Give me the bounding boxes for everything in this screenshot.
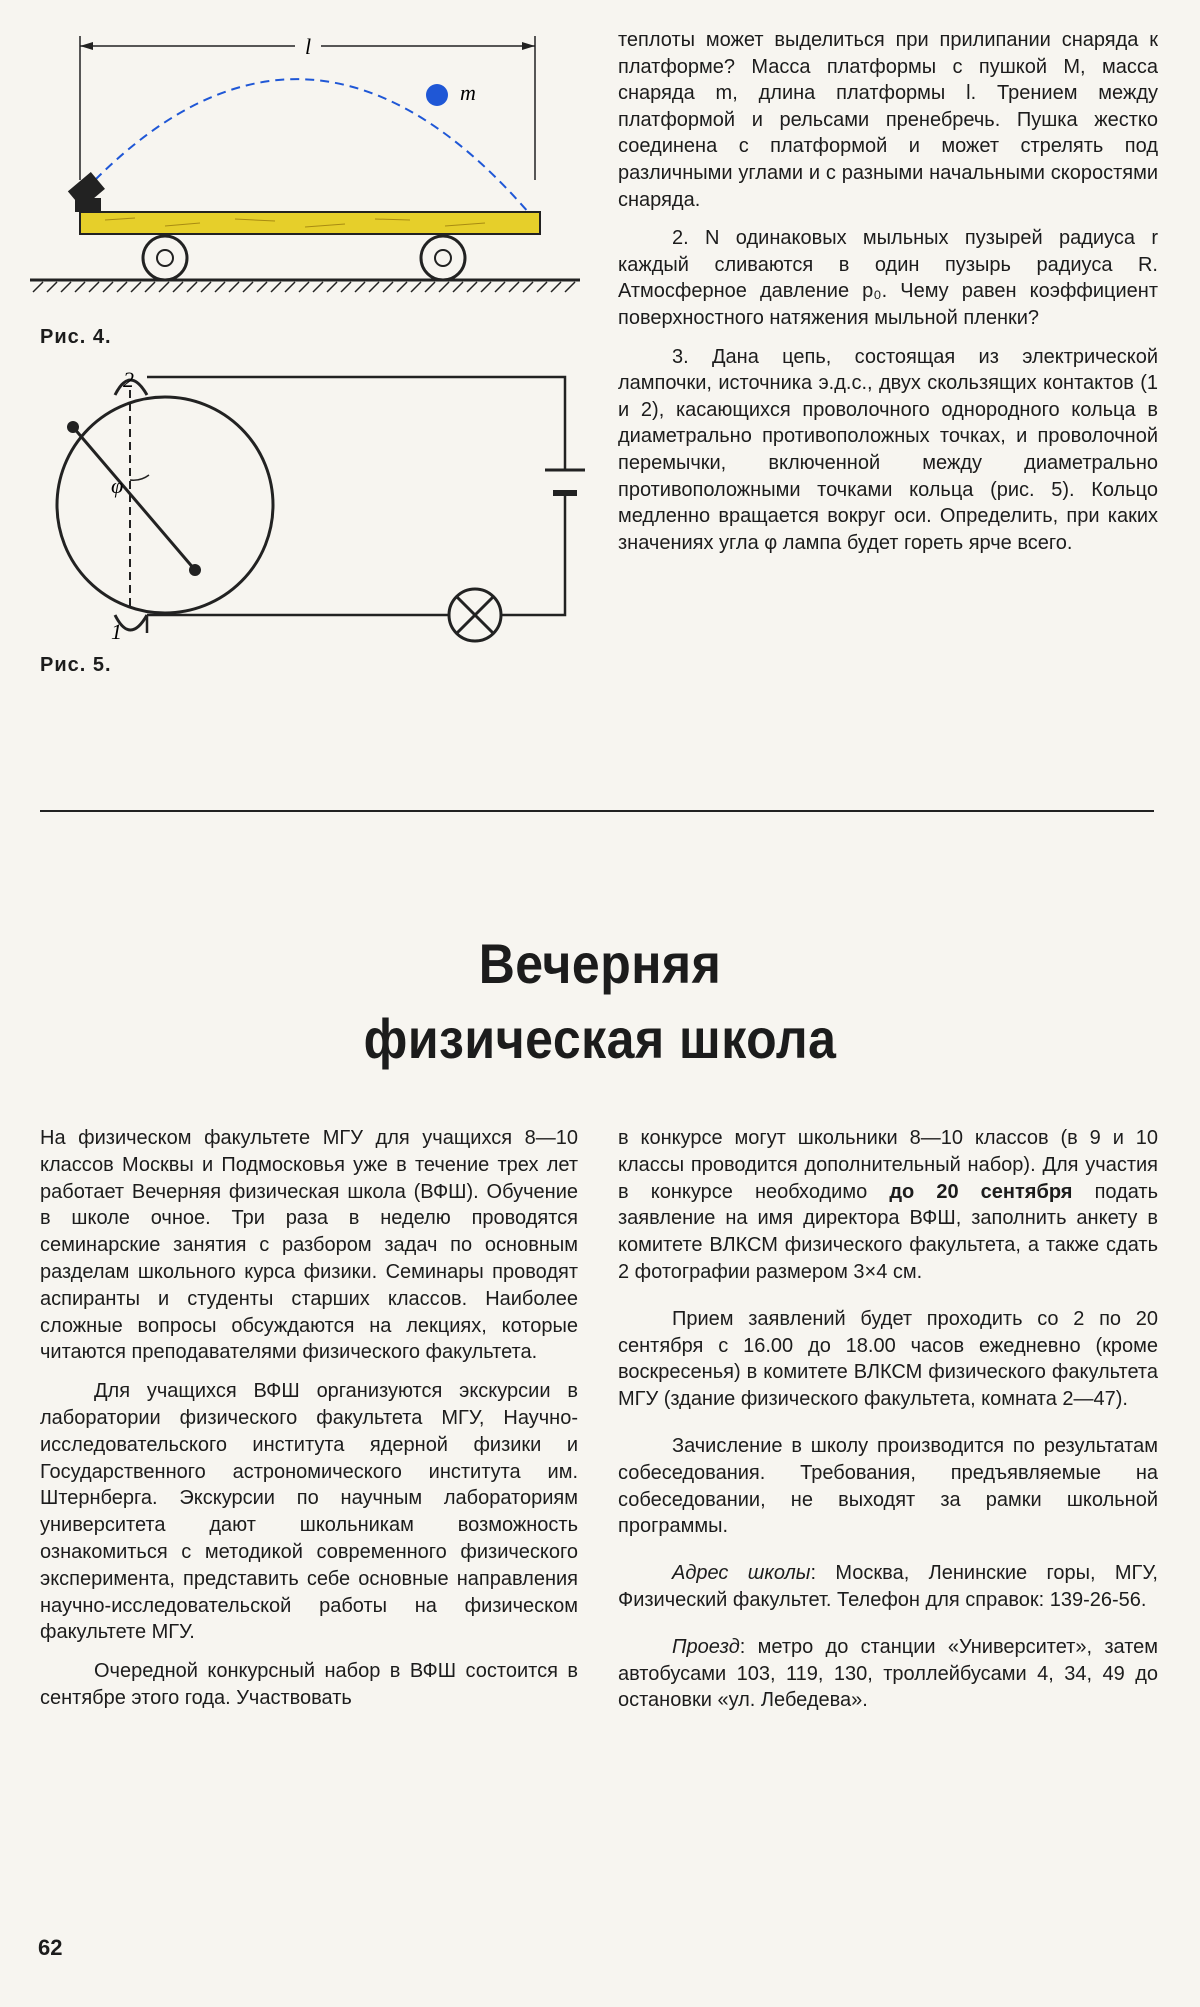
mass-label: m bbox=[460, 80, 476, 105]
article-title-line-2: физическая школа bbox=[363, 1007, 837, 1071]
address-paragraph bbox=[618, 1560, 1158, 1614]
figure-4-caption: Рис. 4. bbox=[40, 326, 112, 348]
figure-4-cannon-platform bbox=[25, 30, 585, 320]
address-label: Адрес школы bbox=[672, 1562, 811, 1585]
wheel-left bbox=[143, 236, 187, 280]
cannon-icon bbox=[68, 172, 105, 212]
article-paragraph-6: Зачисление в школу производится по результатам собеседования. Требования, предъявляемые на собеседовании, не выходят за рамки школьной программы. bbox=[618, 1434, 1158, 1538]
figure-5-ring-circuit bbox=[25, 365, 595, 650]
platform bbox=[80, 212, 540, 234]
length-label: l bbox=[304, 34, 312, 59]
route-label: Проезд bbox=[672, 1635, 740, 1658]
article-left-column bbox=[40, 1125, 578, 1712]
problem-2: 2. N одинаковых мыльных пузырей радиуса r каждый сливаются в один пузырь радиуса R. Атмосферное давление p₀. Чему равен коэффициент поверхностного натяжения мыльной пленки? bbox=[618, 227, 1158, 329]
article-right-column bbox=[618, 1125, 1158, 1714]
deadline-date: до 20 сентября bbox=[889, 1180, 1073, 1203]
route-paragraph bbox=[618, 1634, 1158, 1714]
contact-1-label: 1 bbox=[111, 619, 122, 644]
article-paragraph-1: На физическом факультете МГУ для учащихся 8—10 классов Москвы и Подмосковья уже в течение трех лет работает Вечерняя физическая школа (ВФШ). Обучение в школе очное. Три раза в неделю проводятся семинарские занятия с разбором задач по основным разделам школьного курса физики. Семинары проводят аспиранты и студенты старших классов. Наиболее сложные вопросы обсуждаются на лекциях, которые читаются преподавателями физического факультета. bbox=[40, 1127, 578, 1364]
problems-column bbox=[618, 27, 1158, 556]
wire-ring bbox=[57, 397, 273, 613]
article-title-line-1: Вечерняя bbox=[478, 932, 722, 996]
address-text: : Москва, Ленинские горы, МГУ, Физический факультет. Телефон для справок: 139-26-56. bbox=[618, 1562, 1158, 1611]
figure-5-caption: Рис. 5. bbox=[40, 654, 112, 676]
article-paragraph-2: Для учащихся ВФШ организуются экскурсии в лаборатории физического факультета МГУ, Научно-исследовательского института ядерной физики и Государственного астрономического института им. Штернберга. Экскурсии по научным лабораториям университета дают школьникам возможность ознакомиться с методикой современного физического эксперимента, представить себе основные направления научно-исследовательской работы на физическом факультете МГУ. bbox=[40, 1380, 578, 1644]
problem-1-end: теплоты может выделиться при прилипании снаряда к платформе? Масса платформы с пушкой M, масса снаряда m, длина платформы l. Трением между платформой и рельсами пренебречь. Пушка жестко соединена с платформой и может стрелять под различными углами и с разными начальными скоростями снаряда. bbox=[618, 29, 1158, 211]
projectile-ball bbox=[426, 84, 448, 106]
paragraph-4-start: в конкурсе могут школьники 8—10 классов (в 9 и 10 классы проводится дополнительный набор). Для участия в конкурсе необходимо bbox=[618, 1127, 1158, 1203]
angle-label: φ bbox=[111, 473, 124, 498]
article-paragraph-3: Очередной конкурсный набор в ВФШ состоится в сентябре этого года. Участвовать bbox=[40, 1660, 578, 1709]
battery-icon bbox=[545, 470, 585, 493]
section-divider bbox=[40, 810, 1154, 812]
wire-jumper bbox=[73, 427, 195, 570]
wheel-right bbox=[421, 236, 465, 280]
lamp-icon bbox=[449, 589, 501, 641]
article-paragraph-4 bbox=[618, 1125, 1158, 1286]
paragraph-4-end: подать заявление на имя директора ВФШ, заполнить анкету в комитете ВЛКСМ физического факультета, а также сдать 2 фотографии размером 3×4 см. bbox=[618, 1180, 1159, 1283]
article-paragraph-5: Прием заявлений будет проходить со 2 по 20 сентября с 16.00 до 18.00 часов ежедневно (кроме воскресенья) в комитете ВЛКСМ физического факультета МГУ (здание физического факультета, комната 2—47). bbox=[618, 1307, 1158, 1411]
route-text: : метро до станции «Университет», затем автобусами 103, 119, 130, троллейбусами 4, 34, 49 до остановки «ул. Лебедева». bbox=[618, 1635, 1158, 1712]
contact-2-label: 2 bbox=[123, 367, 134, 392]
problem-3: 3. Дана цепь, состоящая из электрической лампочки, источника э.д.с., двух скользящих контактов (1 и 2), касающихся проволочного однородного кольца в диаметрально противоположных точках, и проволочной перемычки, включенной между диаметрально противоположными точками кольца (рис. 5). Кольцо медленно вращается вокруг оси. Определить, при каких значениях угла φ лампа будет гореть ярче всего. bbox=[618, 345, 1158, 554]
page-number: 62 bbox=[38, 1935, 63, 1960]
